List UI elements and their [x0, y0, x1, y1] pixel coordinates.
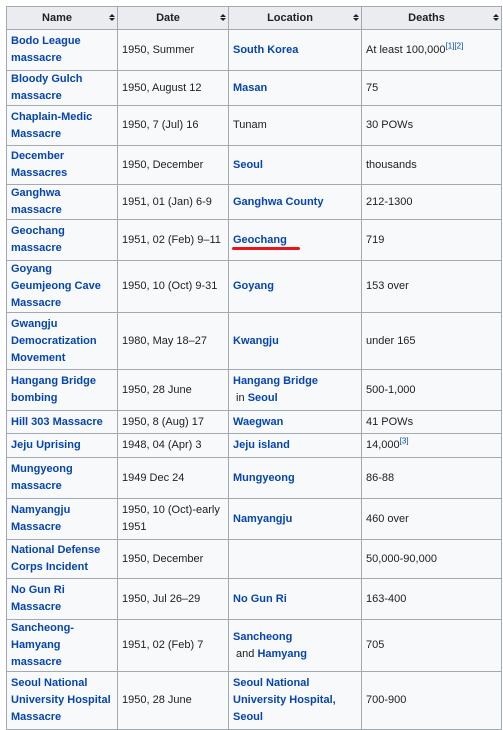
cell-date: 1948, 04 (Apr) 3 — [118, 434, 229, 458]
cell-deaths — [362, 540, 502, 579]
column-header-date[interactable] — [118, 7, 229, 30]
cell-deaths — [362, 106, 502, 146]
citation-link[interactable]: [3] — [399, 436, 409, 446]
table-row — [7, 146, 502, 185]
location-link[interactable]: Mungyeong — [233, 471, 295, 484]
cell-deaths — [362, 146, 502, 185]
column-header-label: Deaths — [408, 11, 445, 24]
cell-name — [7, 370, 118, 411]
location-text: and — [233, 647, 258, 660]
massacre-link[interactable]: Jeju Uprising — [11, 439, 81, 451]
location-link[interactable]: Waegwan — [233, 415, 284, 428]
location-link[interactable]: Goyang — [233, 280, 274, 292]
cell-date: 1950, Summer — [118, 30, 229, 71]
deaths-value: At least 100,000 — [366, 43, 446, 56]
location-link[interactable]: Seoul — [247, 392, 278, 404]
deaths-value: thousands — [366, 158, 417, 171]
cell-location — [229, 458, 362, 499]
massacre-link[interactable]: December Massacres — [11, 150, 68, 179]
deaths-value: 14,000 — [366, 439, 400, 451]
massacre-table — [6, 6, 502, 730]
table-row — [7, 672, 502, 730]
cell-location — [229, 434, 362, 458]
cell-date: 1950, August 12 — [118, 71, 229, 106]
cell-deaths — [362, 261, 502, 313]
table-row — [7, 185, 502, 220]
deaths-value: 460 over — [366, 512, 409, 525]
massacre-link[interactable]: Hill 303 Massacre — [11, 415, 103, 428]
location-link[interactable]: Kwangju — [233, 334, 279, 347]
deaths-value: 50,000-90,000 — [366, 552, 437, 565]
cell-name — [7, 579, 118, 620]
table-row — [7, 458, 502, 499]
cell-name — [7, 71, 118, 106]
deaths-value: 86-88 — [366, 471, 395, 484]
location-link[interactable]: No Gun Ri — [233, 592, 287, 605]
cell-name — [7, 411, 118, 434]
massacre-link[interactable]: National Defense Corps Incident — [11, 544, 101, 573]
cell-deaths — [362, 370, 502, 411]
cell-name — [7, 106, 118, 146]
cell-date: 1950, 28 June — [118, 672, 229, 730]
massacre-link[interactable]: Goyang Geumjeong Cave Massacre — [11, 263, 101, 309]
location-link[interactable]: Seoul National University Hospital, Seoul — [233, 677, 336, 723]
cell-deaths — [362, 411, 502, 434]
cell-location — [229, 185, 362, 220]
location-link[interactable]: Namyangju — [233, 512, 293, 525]
table-row — [7, 411, 502, 434]
red-underline-annotation — [232, 247, 300, 250]
location-link[interactable]: South Korea — [233, 43, 299, 56]
citation-link[interactable]: [1][2] — [445, 40, 464, 50]
cell-deaths — [362, 185, 502, 220]
cell-deaths — [362, 220, 502, 261]
deaths-value: 212-1300 — [366, 195, 413, 208]
massacre-link[interactable]: Mungyeong massacre — [11, 463, 73, 492]
table-row — [7, 106, 502, 146]
massacre-link[interactable]: Bloody Gulch massacre — [11, 73, 83, 102]
cell-location — [229, 106, 362, 146]
deaths-value: 153 over — [366, 280, 409, 292]
massacre-link[interactable]: Seoul National University Hospital Massacre — [11, 677, 111, 723]
cell-date: 1950, 28 June — [118, 370, 229, 411]
cell-deaths — [362, 30, 502, 71]
table-row — [7, 30, 502, 71]
table-row — [7, 220, 502, 261]
cell-date: 1950, 10 (Oct) 9-31 — [118, 261, 229, 313]
cell-location — [229, 220, 362, 261]
table-row — [7, 620, 502, 672]
cell-name — [7, 185, 118, 220]
massacre-link[interactable]: Gwangju Democratization Movement — [11, 317, 97, 364]
location-link[interactable]: Masan — [233, 81, 268, 94]
cell-location — [229, 146, 362, 185]
cell-date: 1949 Dec 24 — [118, 458, 229, 499]
location-link[interactable]: Geochang — [233, 233, 287, 246]
cell-date: 1950, 7 (Jul) 16 — [118, 106, 229, 146]
cell-date: 1980, May 18–27 — [118, 313, 229, 370]
cell-deaths — [362, 71, 502, 106]
massacre-link[interactable]: No Gun Ri Massacre — [11, 584, 65, 613]
cell-date: 1951, 02 (Feb) 9–11 — [118, 220, 229, 261]
cell-location — [229, 499, 362, 540]
cell-deaths — [362, 620, 502, 672]
cell-name — [7, 220, 118, 261]
column-header-deaths[interactable] — [362, 7, 502, 30]
cell-name — [7, 30, 118, 71]
cell-date: 1950, December — [118, 146, 229, 185]
cell-location — [229, 313, 362, 370]
cell-location — [229, 370, 362, 411]
deaths-value: 41 POWs — [366, 415, 414, 428]
cell-date: 1950, 10 (Oct)-early 1951 — [118, 499, 229, 540]
cell-name — [7, 540, 118, 579]
location-text: in — [233, 392, 248, 404]
table-body — [7, 30, 502, 730]
table-row — [7, 540, 502, 579]
cell-name — [7, 261, 118, 313]
table-row — [7, 499, 502, 540]
table-row — [7, 71, 502, 106]
cell-location — [229, 672, 362, 730]
table-row — [7, 370, 502, 411]
column-header-label: Date — [156, 11, 180, 24]
cell-location — [229, 540, 362, 579]
table-row — [7, 434, 502, 458]
location-link[interactable]: Sancheong — [233, 630, 293, 643]
column-header-label: Name — [42, 11, 72, 24]
cell-name — [7, 458, 118, 499]
cell-name — [7, 499, 118, 540]
location-link[interactable]: Seoul — [233, 158, 263, 171]
cell-location — [229, 71, 362, 106]
cell-deaths — [362, 458, 502, 499]
deaths-value: 163-400 — [366, 592, 407, 605]
cell-location — [229, 411, 362, 434]
cell-location — [229, 261, 362, 313]
cell-name — [7, 620, 118, 672]
massacre-link[interactable]: Chaplain-Medic Massacre — [11, 110, 93, 140]
column-header-name[interactable] — [7, 7, 118, 30]
cell-name — [7, 146, 118, 185]
cell-name — [7, 434, 118, 458]
cell-name — [7, 313, 118, 370]
deaths-value: under 165 — [366, 334, 416, 347]
deaths-value: 705 — [366, 639, 385, 651]
table-row — [7, 579, 502, 620]
cell-date: 1951, 01 (Jan) 6-9 — [118, 185, 229, 220]
column-header-label: Location — [267, 11, 313, 24]
location-link[interactable]: Hangang Bridge — [233, 375, 318, 387]
cell-deaths — [362, 672, 502, 730]
location-link[interactable]: Hamyang — [257, 647, 307, 660]
cell-name — [7, 672, 118, 730]
cell-deaths — [362, 579, 502, 620]
massacre-link[interactable]: Namyangju Massacre — [11, 504, 71, 533]
deaths-value: 75 — [366, 81, 379, 94]
cell-date: 1950, December — [118, 540, 229, 579]
table-row — [7, 261, 502, 313]
massacre-link[interactable]: Hangang Bridge bombing — [11, 375, 96, 404]
deaths-value: 30 POWs — [366, 119, 414, 131]
massacre-link[interactable]: Bodo League massacre — [11, 35, 81, 64]
deaths-value: 719 — [366, 233, 385, 246]
location-text: Tunam — [233, 119, 267, 131]
cell-location — [229, 30, 362, 71]
deaths-value: 500-1,000 — [366, 383, 416, 396]
location-link[interactable]: Ganghwa County — [233, 195, 324, 208]
column-header-location[interactable] — [229, 7, 362, 30]
cell-location — [229, 620, 362, 672]
cell-deaths — [362, 499, 502, 540]
cell-deaths — [362, 434, 502, 458]
massacre-link[interactable]: Sancheong-Hamyang massacre — [11, 622, 74, 668]
cell-date: 1951, 02 (Feb) 7 — [118, 620, 229, 672]
cell-location — [229, 579, 362, 620]
cell-deaths — [362, 313, 502, 370]
cell-date: 1950, 8 (Aug) 17 — [118, 411, 229, 434]
header-row — [7, 7, 502, 30]
table-row — [7, 313, 502, 370]
location-link[interactable]: Jeju island — [233, 439, 290, 451]
deaths-value: 700-900 — [366, 694, 407, 706]
cell-date: 1950, Jul 26–29 — [118, 579, 229, 620]
massacre-link[interactable]: Ganghwa massacre — [11, 187, 62, 216]
massacre-link[interactable]: Geochang massacre — [11, 225, 65, 254]
